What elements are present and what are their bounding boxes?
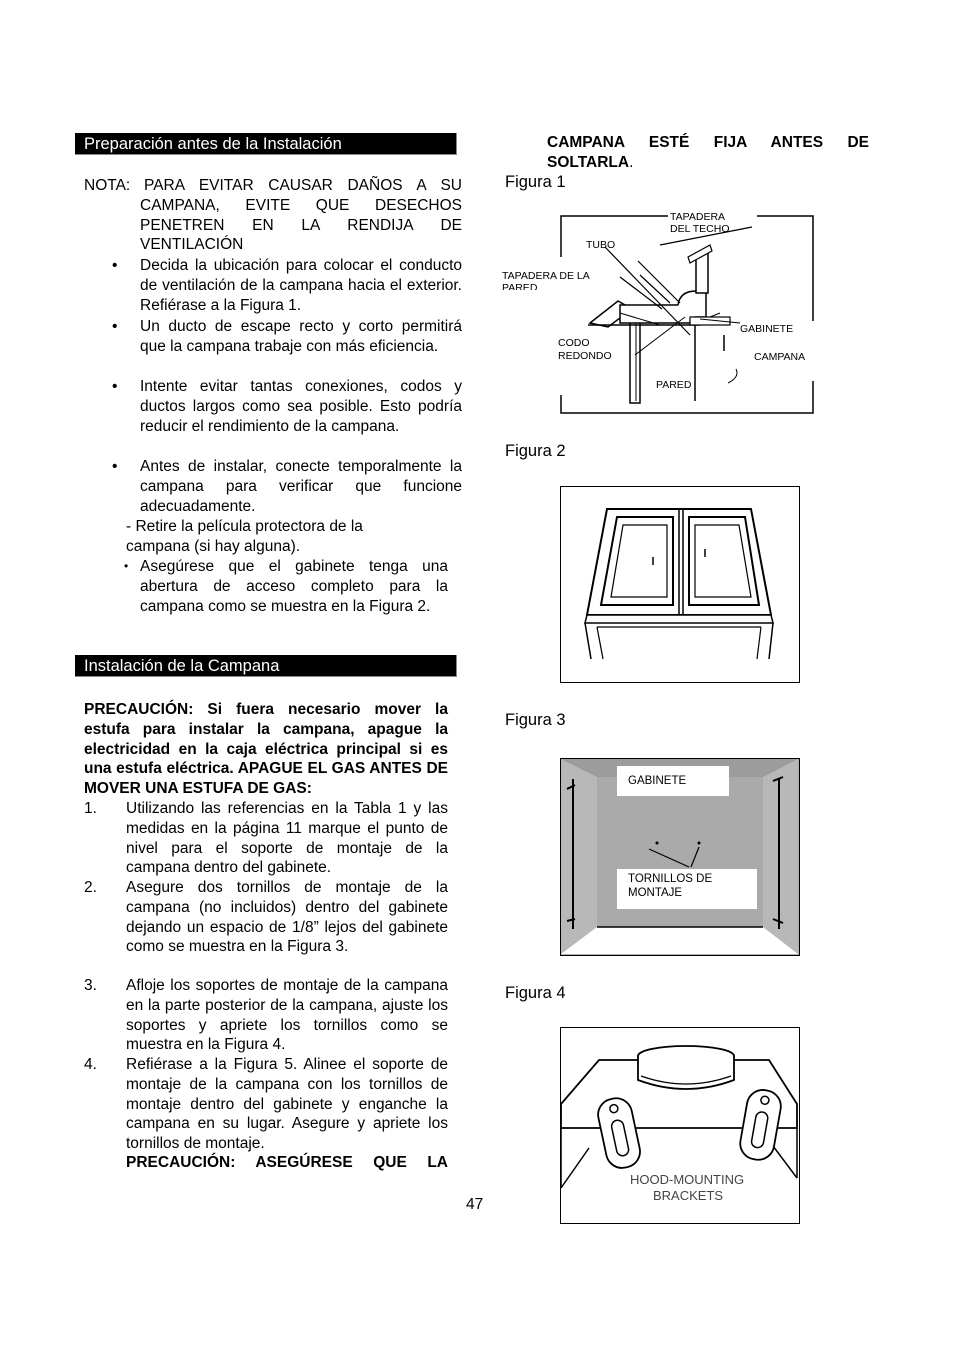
bullet-item-3: Intente evitar tantas conexiones, codos y ductos largos como sea posible. Esto podría reducir el rendimiento de la campana.	[140, 378, 462, 435]
bullet-dot: •	[112, 458, 118, 475]
bullet-item-4: Antes de instalar, conecte temporalmente la campana para verificar que funcione adecuadamente.	[140, 458, 462, 515]
step-3-text: Afloje los soportes de montaje de la campana en la parte posterior de la campana, ajuste los soportes y apriete los tornillos como se muestra en la Figura 4.	[126, 977, 448, 1054]
bullet-dot: •	[112, 257, 118, 274]
label-pared: PARED	[656, 379, 692, 391]
step-number: 2.	[84, 879, 97, 896]
step-4-caution: PRECAUCIÓN: ASEGÚRESE QUE LA	[126, 1154, 448, 1171]
label-codo-1: CODO	[558, 337, 590, 349]
nota-line-3: PENETREN EN LA RENDIJA DE	[140, 216, 462, 234]
section-title-instalacion: Instalación de la Campana	[75, 655, 457, 677]
bullet-item-5: Asegúrese que el gabinete tenga una abertura de acceso completo para la campana como se muestra en la Figura 2.	[140, 558, 448, 615]
dash-item-line-1: - Retire la película protectora de la	[126, 518, 363, 535]
nota-line-4: VENTILACIÓN	[140, 236, 244, 254]
figure-4-label: Figura 4	[505, 984, 566, 1002]
precaucion-paragraph: PRECAUCIÓN: Si fuera necesario mover la estufa para instalar la campana, apague la electricidad en la caja eléctrica principal si es una estufa eléctrica. APAGUE EL GAS ANTES DE MOVER UNA ESTUFA DE GAS:	[84, 701, 448, 798]
figure-2-diagram	[560, 486, 800, 683]
label-gabinete: GABINETE	[628, 775, 687, 787]
figure-4-diagram	[560, 1027, 800, 1224]
label-campana: CAMPANA	[754, 351, 806, 363]
label-brackets-1: HOOD-MOUNTING	[630, 1172, 745, 1187]
caution-continued-line-1: CAMPANA ESTÉ FIJA ANTES DE	[547, 134, 869, 151]
nota-line-2: CAMPANA, EVITE QUE DESECHOS	[140, 196, 462, 214]
label-tornillos-2: MONTAJE	[628, 887, 683, 899]
figure-3-diagram	[560, 758, 800, 956]
bullet-dot: •	[112, 318, 118, 335]
bullet-dot: •	[112, 378, 118, 395]
dash-item-line-2: campana (si hay alguna).	[126, 538, 301, 555]
page-number: 47	[466, 1196, 484, 1213]
label-tubo: TUBO	[586, 239, 616, 251]
figure-1-label: Figura 1	[505, 173, 566, 191]
bullet-dot: •	[124, 559, 129, 573]
caution-continued-word: SOLTARLA	[547, 154, 630, 171]
bullet-item-1: Decida la ubicación para colocar el conducto de ventilación de la campana hacia el exterior. Refiérase a la Figura 1.	[140, 257, 462, 314]
label-codo-2: REDONDO	[558, 350, 612, 362]
label-gabinete: GABINETE	[740, 323, 794, 335]
step-2-text: Asegure dos tornillos de montaje de la campana (no incluidos) dentro del gabinete dejando un espacio de 1/8” lejos del gabinete como se muestra en la Figura 3.	[126, 879, 448, 956]
label-tapadera-pared-1: TAPADERA DE LA	[502, 270, 590, 282]
step-number: 4.	[84, 1056, 97, 1073]
step-number: 1.	[84, 800, 97, 817]
step-number: 3.	[84, 977, 97, 994]
label-brackets-2: BRACKETS	[653, 1188, 724, 1203]
label-tornillos-1: TORNILLOS DE	[628, 873, 713, 885]
nota-line-1: PARA EVITAR CAUSAR DAÑOS A SU	[144, 177, 462, 194]
label-tapadera-techo-2: DEL TECHO	[670, 223, 730, 235]
label-tapadera-pared-2: PARED	[502, 282, 538, 290]
figure-2-svg	[561, 487, 798, 681]
figure-2-label: Figura 2	[505, 442, 566, 460]
caution-continued-line-2	[547, 153, 633, 173]
caution-continued-period: .	[629, 154, 634, 171]
step-4-text: Refiérase a la Figura 5. Alinee el soporte de montaje de la campana con los tornillos de montaje dentro del gabinete y enganche la campana en su lugar. Asegure y apriete los tornillos de montaje.	[126, 1056, 448, 1153]
figure-3-label: Figura 3	[505, 711, 566, 729]
figure-1-diagram	[500, 205, 816, 417]
bullet-item-2: Un ducto de escape recto y corto permitirá que la campana trabaje con más eficiencia.	[140, 318, 462, 355]
section-title-preparacion: Preparación antes de la Instalación	[75, 133, 457, 155]
step-1-text: Utilizando las referencias en la Tabla 1 y las medidas en la página 11 marque el punto de nivel para el soporte de montaje de la campana dentro del gabinete.	[126, 800, 448, 877]
label-tapadera-techo-1: TAPADERA	[670, 211, 726, 223]
nota-label: NOTA:	[84, 177, 131, 194]
